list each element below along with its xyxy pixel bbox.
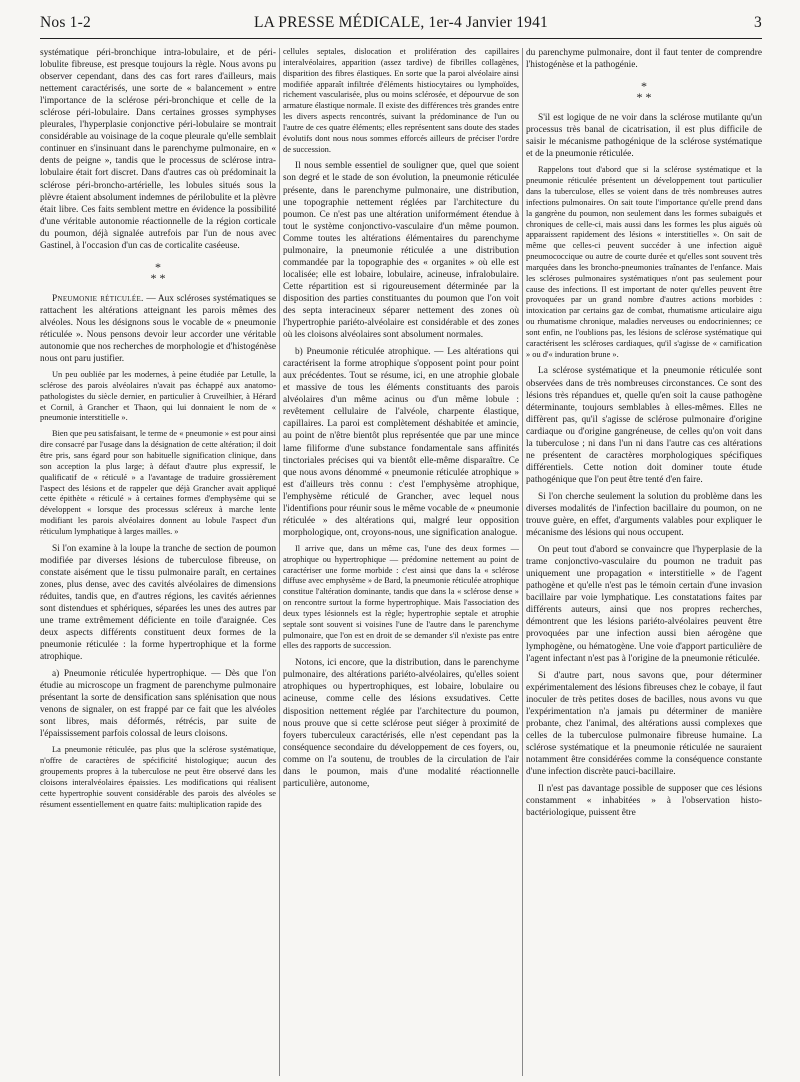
paragraph: On peut tout d'abord se convaincre que l'hyperplasie de la trame conjonctivo-vasculaire du poumon ne traduit pas uniquement une propagation « interstitielle » de l'agent pathogène et qu'elle n'est pas le témoin certain d'une invasion bacillaire par voie lymphatique. Les constatations faites par différents auteurs, ainsi que nos propres recherches, démontrent que les lésions pariéto-alvéolaires peuvent être provoquées par une infection aussi bien aérogène que lymphogène, ou hématogène. Une voie d'apport particulière de l'agent infectant n'est pas à l'origine de la pneumonie réticulée. (526, 545, 762, 664)
column-1 (40, 47, 276, 1076)
paragraph: du parenchyme pulmonaire, dont il faut tenter de comprendre l'histogénèse et la pathogénie. (526, 48, 762, 71)
paragraph: Bien que peu satisfaisant, le terme de « pneumonie » est pour ainsi dire consacré par l'usage dans la désignation de cette altération; il doit être pris, sans égard pour son habituelle signification clinique, dans son acception la plus large; à défaut d'autre plus expressif, le qualificatif de « réticulé » a l'avantage de traduire grossièrement l'aspect des lésions et de rappeler que déjà Grancher avait appliqué cette épithète « réticulé » à certaines formes d'emphysème qui se développent « lorsque des processus scléreux à marche lente modifiant les parois alvéolaires donnent au lobule l'aspect d'un réticulum lymphatique à larges mailles. » (40, 429, 276, 536)
header-rule (40, 38, 762, 39)
section-separator (40, 259, 276, 285)
paragraph: La sclérose systématique et la pneumonie réticulée sont observées dans de très nombreuses circonstances. Ce sont des lésions très répandues et, quelle qu'en soit la cause pathogène déterminante, toujours semblables à elles-mêmes. Elles ne diffèrent pas, qu'il s'agisse de sclérose pulmonaire d'origine cardiaque ou d'origine gangréneuse, de celles qu'on voit dans la tuberculose ; ni dans l'un ni dans l'autre cas ces altérations ne présentent de caractères morphologiques spécifiques différentiels. Cette notion doit dominer toute étude pathogénique que l'on peut être tenté d'en faire. (526, 366, 762, 485)
paragraph: Si l'on cherche seulement la solution du problème dans les diverses modalités de l'infection bacillaire du poumon, on ne trouve guère, en effet, d'arguments valables pour expliquer le mécanisme des lésions qui nous occupent. (526, 491, 762, 539)
paragraph: Si d'autre part, nous savons que, pour déterminer expérimentalement des lésions fibreuses chez le cobaye, il faut inoculer de très petites doses de bacilles, nous avons vu que l'expérimentation n'a jamais pu déterminer de manière probante, chez l'animal, des altérations aussi complexes que celles de la tuberculose pulmonaire fibreuse humaine. La sclérose systématique et la pneumonie réticulée ne sauraient notamment être considérées comme la conséquence constante d'une infection discrète pauci-bacillaire. (526, 670, 762, 777)
column-divider (279, 48, 280, 1076)
section-separator (526, 79, 762, 105)
paragraph: Il arrive que, dans un même cas, l'une des deux formes — atrophique ou hypertrophique — prédomine nettement au point de caractériser une forme morbide : c'est ainsi que dans la « sclérose diffuse avec emphysème » de Bard, la pneumonie réticulée atrophique constitue l'altération dominante, tandis que dans la « sclérose dense » on rencontre surtout la forme hypertrophique. Mais l'association des deux types lésionnels est la règle; hypertrophie septale et atrophie septale sont souvent si voisines l'une de l'autre dans le parenchyme pulmonaire, que l'on est en droit de se demander s'il n'existe pas entre elles des rapports de succession. (283, 543, 519, 651)
stars-bottom: * * (636, 90, 652, 105)
paragraph: La pneumonie réticulée, pas plus que la sclérose systématique, n'offre de caractères de spécificité histologique; aucun des groupements propres à la tuberculose ne peut être observé dans les cloisons interalvéolaires épaissies. Les modifications qui réalisent cette hypertrophie souvent considérable des parois des alvéoles se résument essentiellement en quatre faits: multiplication rapide des (40, 745, 276, 809)
paragraph: Un peu oubliée par les modernes, à peine étudiée par Letulle, la sclérose des parois alvéolaires n'avait pas échappé aux anatomo-pathologistes du siècle dernier, en particulier à Cruveilhier, à Hérard et Cornil, à Grancher et Thaon, qui lui donnaient le nom de « pneumonie interstitielle ». (40, 370, 276, 423)
page-number: 3 (754, 14, 762, 31)
paragraph: Il nous semble essentiel de souligner que, quel que soient son degré et le stade de son évolution, la pneumonie réticulée présente, dans le parenchyme pulmonaire, une distribution, une topographie nettement réglées par l'architecture du poumon. Ce n'est pas une altération uniformément étendue à tout le système conjonctivo-vasculaire d'un même poumon. Comme toutes les altérations élémentaires du parenchyme pulmonaire, la pneumonie réticulée a une distribution commandée par la topographie des « organites » où elle est localisée; elle est lobaire, lobulaire, acineuse, infralobulaire. Cette répartition est si rigoureusement déterminée par la disposition des parties constituantes du poumon que l'on voit des septa interacineux séparer nettement des zones où l'hypertrophie pariéto-alvéolaire est considérable et des zones où les cloisons alvéolaires sont absolument normales. (283, 161, 519, 341)
issue-number: Nos 1-2 (40, 14, 91, 31)
column-divider (522, 48, 523, 1076)
paragraph: S'il est logique de ne voir dans la sclérose mutilante qu'un processus très banal de cicatrisation, il est plus difficile de saisir le mécanisme pathogénique de la sclérose systématique et de la pneumonie réticulée. (526, 113, 762, 160)
paragraph (40, 293, 276, 365)
paragraph: systématique péri-bronchique intra-lobulaire, et de péri-lobulite fibreuse, est presque toujours la règle. Nous avons pu observer cependant, dans des cas fort rares d'ailleurs, mais nettement caractérisés, une sorte de « balancement » entre l'importance de la sclérose péri-bronchique et celle de la sclérose péri-lobulaire. Dans certaines grosses symphyses pleurales, l'hyperplasie conjonctive péri-lobulaire se montrait considérable au voisinage de la coque pleurale qu'elle semblait continuer en s'insinuant dans le parenchyme pulmonaire, en « dents de peigne », tandis que le processus de sclérose intra-lobulaire était fort discret. Dans d'autres cas où prédominait la sclérose péri-broncho-artérielle, les lobules situés sous la plèvre étaient absolument indemnes de périlobulite et la plèvre était libre. Ces faits semblent mettre en évidence la possibilité d'une véritable autonomie réactionnelle de la région corticale du poumon, déjà signalée autrefois par l'un de nous avec Gastinel, à l'occasion d'un cas de corticalite caséeuse. (40, 48, 276, 251)
column-3 (526, 47, 762, 1076)
paragraph: Si l'on examine à la loupe la tranche de section de poumon modifiée par diverses lésions de tuberculose fibreuse, on constate aisément que le tissu pulmonaire paraît, en certaines zones, plus dense, avec des cavités alvéolaires de dimensions réduites, tandis que, en d'autres régions, les cavités aériennes sont distendues et sphériques, séparées les unes des autres par une trame extrêmement déficiente en toile d'araignée. Ces deux aspects différents constituent deux formes de la pneumonie réticulée : la forme hypertrophique et la forme atrophique. (40, 543, 276, 663)
paragraph: Il n'est pas davantage possible de supposer que ces lésions constamment « inhabitées » à l'observation histo-bactériologique, puissent être (526, 784, 762, 819)
paragraph: a) Pneumonie réticulée hypertrophique. — Dès que l'on étudie au microscope un fragment de parenchyme pulmonaire présentant la sorte de densification sans splénisation que nous venons de signaler, on est frappé par ce fait que les alvéoles sont libres, mais déformés, rétrécis, par suite de l'épaississement parfois colossal de leurs cloisons. (40, 669, 276, 740)
journal-title: LA PRESSE MÉDICALE, 1er-4 Janvier 1941 (253, 14, 549, 31)
page-header (40, 14, 762, 36)
star-top: * (155, 259, 161, 274)
star-top: * (641, 79, 647, 94)
paragraph: cellules septales, dislocation et prolifération des capillaires interalvéolaires, apparition (assez tardive) de fibrilles collagènes, disparition des fibres élastiques. En sorte que la paroi alvéolaire ainsi modifiée apparaît infiltrée d'éléments histiocytaires ou lymphoïdes, richement vascularisée, plus ou moins sclérosée, et dépourvue de son armature élastique normale. Il existe des différences très grandes entre les divers aspects rencontrés, suivant la prédominance de l'un ou l'autre de ces quatre éléments; elles représentent sans doute des stades évolutifs dont nous nous sommes efforcés ailleurs de préciser l'ordre de succession. (283, 47, 519, 154)
paragraph: Rappelons tout d'abord que si la sclérose systématique et la pneumonie réticulée présentent un développement tout particulier dans la tuberculose, elles se voient dans de très nombreuses autres infections pulmonaires. On sait toute l'importance qu'elle prend dans la gangrène du poumon, non seulement dans les formes subaiguës et chroniques de celle-ci, mais aussi dans les formes les plus aiguës où apparaissent rapidement des lésions « interstitielles ». On sait de même que celles-ci peuvent succéder à une infection aiguë pneumococcique ou autre de courte durée et qu'elles sont souvent très marquées dans les broncho-pneumonies traînantes de l'enfance. Mais les scléroses pulmonaires systématiques n'ont pas seulement pour cause des infections. Il est important de noter qu'elles peuvent être provoquées par un grand nombre d'autres actions morbides : intoxication par certains gaz de combat, rhumatisme articulaire aigu ou rhumatisme chronique, maladies nerveuses ou endocriniennes; ce sont enfin, ne l'oublions pas, les lésions de sclérose systématique qui caractérisent les scléroses cardiaques, qu'il s'agisse de « carnification » ou d'« induration brune ». (526, 165, 762, 359)
column-2 (283, 47, 519, 1076)
paragraph: b) Pneumonie réticulée atrophique. — Les altérations qui caractérisent la forme atrophique s'opposent point pour point aux précédentes. Tout se résume, ici, en une atrophie globale et massive de tous les éléments constituants des parois alvéolaires d'un même acinus ou d'un même lobule : revêtement cellulaire de l'alvéole, charpente élastique, capillaires. La paroi est complètement déshabitée et amincie, au point de n'être bientôt plus représentée que par une mince lame filiforme d'une substance fondamentale sans affinités tinctoriales précises qui va bientôt elle-même disparaître. Ce que nous avons dénommé « pneumonie réticulée atrophique » est d'ailleurs très connu : c'est l'emphysème atrophique, l'emphysème réticulé de Grancher, avec lequel nous l'identifions pour réunir sous le même vocable de « pneumonie réticulée » des altérations qui, malgré leur opposition morphologique, ont, croyons-nous, une signification analogue. (283, 347, 519, 538)
section-heading: Pneumonie réticulée. (52, 293, 144, 304)
paragraph: Notons, ici encore, que la distribution, dans le parenchyme pulmonaire, des altérations pariéto-alvéolaires, qu'elles soient atrophiques ou hypertrophiques, est lobaire, lobulaire ou acineuse, comme celle des lésions exsudatives. Cette disposition nettement réglée par l'architecture du poumon, nous prouve que si cette sclérose peut siéger à proximité de foyers tuberculeux caractérisés, elle n'est cependant pas la conséquence secondaire du développement de ces foyers, ou, comme on l'a soutenu, de troubles de la circulation de l'air dans le poumon, mais d'une modalité réactionnelle particulière, autonome, (283, 658, 519, 789)
paragraph-text: — Aux scléroses systématiques se rattachent les altérations atteignant les parois mêmes des alvéoles. Nous les désignons sous le vocable de « pneumonie réticulée ». Nous pensons devoir leur accorder une véritable autonomie que nos recherches de morphologie et d'histogénèse nous ont paru justifier. (40, 293, 276, 365)
stars-bottom: * * (150, 270, 166, 285)
